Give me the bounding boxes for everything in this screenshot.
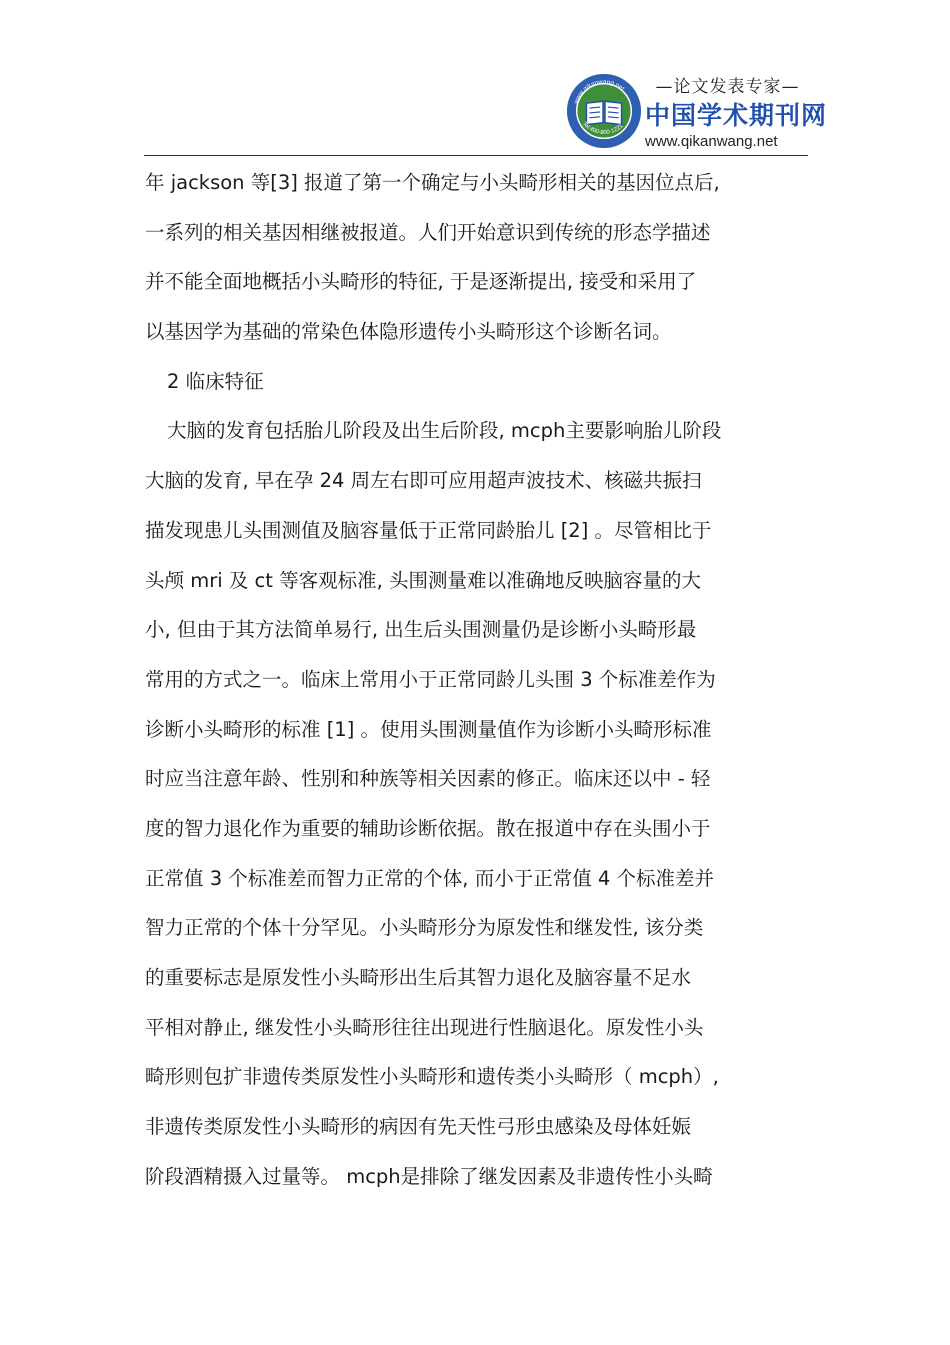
logo-phone-text: Tel:400-800-1221 <box>580 120 625 137</box>
text-line: 大脑的发育包括胎儿阶段及出生后阶段, mcph主要影响胎儿阶段 <box>167 419 722 443</box>
text-line: 年 jackson 等[3] 报道了第一个确定与小头畸形相关的基因位点后, <box>145 171 720 194</box>
text-line: 描发现患儿头围测值及脑容量低于正常同龄胎儿 [2] 。尽管相比于 <box>145 518 712 542</box>
section-heading: 2 临床特征 <box>167 369 264 393</box>
qikanwang-logo <box>565 72 643 150</box>
brand-name: 中国学术期刊网 <box>645 101 828 130</box>
brand-slogan: —论文发表专家— <box>655 77 800 97</box>
text-line: 阶段酒精摄入过量等。 mcph是排除了继发因素及非遗传性小头畸 <box>145 1164 713 1188</box>
text-line: 头颅 mri 及 ct 等客观标准, 头围测量难以准确地反映脑容量的大 <box>145 568 701 592</box>
logo-ring-text: www.qikanwang.net <box>572 78 626 105</box>
text-line: 时应当注意年龄、性别和种族等相关因素的修正。临床还以中 - 轻 <box>145 767 711 791</box>
page-header <box>0 0 950 160</box>
text-line: 的重要标志是原发性小头畸形出生后其智力退化及脑容量不足水 <box>145 966 692 989</box>
text-line: 以基因学为基础的常染色体隐形遗传小头畸形这个诊断名词。 <box>145 320 672 344</box>
header-divider <box>144 155 808 156</box>
text-line: 非遗传类原发性小头畸形的病因有先天性弓形虫感染及母体妊娠 <box>145 1115 692 1139</box>
text-line: 一系列的相关基因相继被报道。人们开始意识到传统的形态学描述 <box>145 220 711 244</box>
text-line: 诊断小头畸形的标准 [1] 。使用头围测量值作为诊断小头畸形标准 <box>145 717 712 741</box>
text-line: 小, 但由于其方法简单易行, 出生后头围测量仍是诊断小头畸形最 <box>145 618 697 642</box>
text-line: 常用的方式之一。临床上常用小于正常同龄儿头围 3 个标准差作为 <box>145 667 716 691</box>
text-line: 正常值 3 个标准差而智力正常的个体, 而小于正常值 4 个标准差并 <box>145 866 715 890</box>
text-line: 大脑的发育, 早在孕 24 周左右即可应用超声波技术、核磁共振扫 <box>145 469 702 493</box>
text-line: 平相对静止, 继发性小头畸形往往出现进行性脑退化。原发性小头 <box>145 1015 704 1039</box>
text-line: 智力正常的个体十分罕见。小头畸形分为原发性和继发性, 该分类 <box>145 916 704 940</box>
text-line: 畸形则包扩非遗传类原发性小头畸形和遗传类小头畸形（ mcph）, <box>145 1065 719 1089</box>
text-line: 度的智力退化作为重要的辅助诊断依据。散在报道中存在头围小于 <box>145 816 711 840</box>
text-line: 并不能全面地概括小头畸形的特征, 于是逐渐提出, 接受和采用了 <box>145 270 697 294</box>
document-body <box>145 163 805 1206</box>
brand-url: www.qikanwang.net <box>645 133 778 150</box>
brand-block <box>645 76 828 152</box>
